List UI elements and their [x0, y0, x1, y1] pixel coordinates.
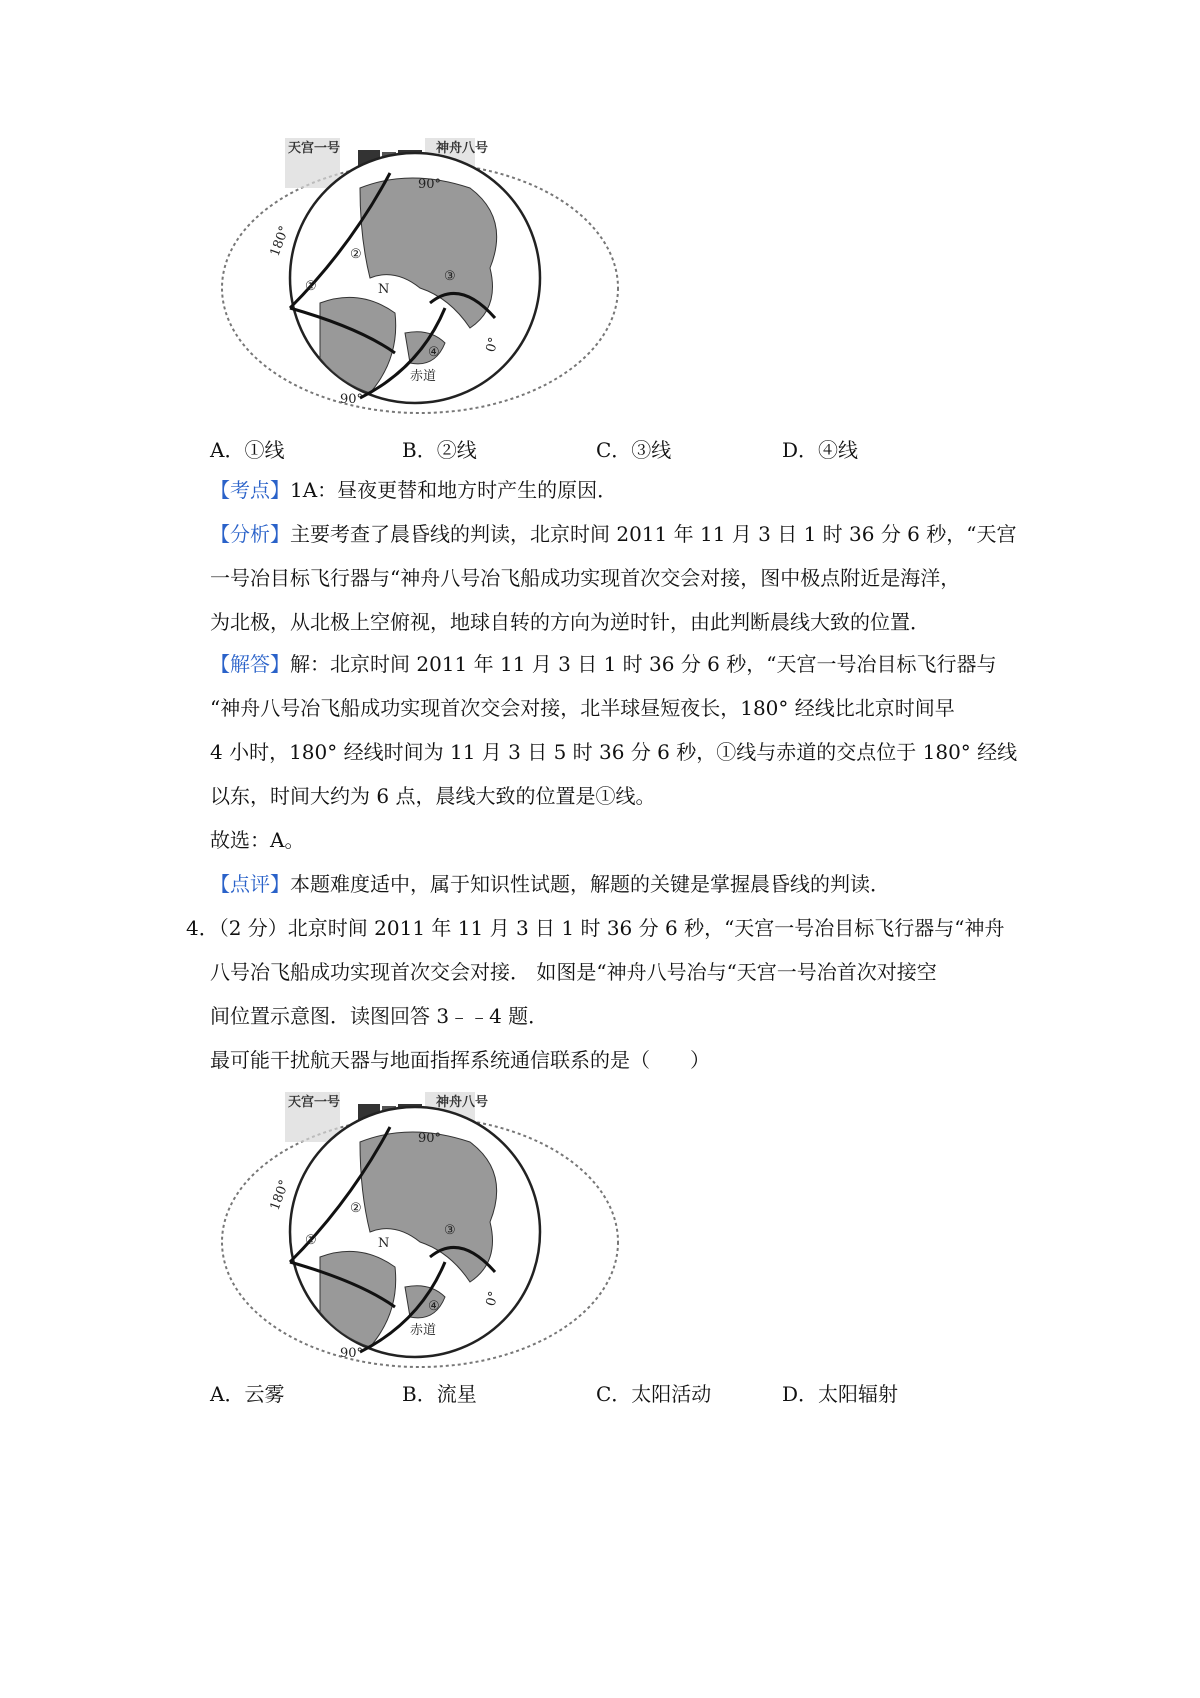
circle-4-b: ④ — [428, 1299, 440, 1314]
q4-question: 最可能干扰航天器与地面指挥系统通信联系的是（ ） — [210, 1048, 710, 1072]
kaodian-tag: 【考点】 — [210, 478, 290, 502]
q4-option-c: C．太阳活动 — [596, 1382, 712, 1406]
dianping-section — [210, 862, 1030, 906]
deg-90-label: 90° — [418, 177, 442, 192]
q4-line-3: 间位置示意图．读图回答 3﹣﹣4 题． — [210, 1004, 549, 1028]
jieda-tag: 【解答】 — [210, 652, 290, 676]
fenxi-tag: 【分析】 — [210, 522, 290, 546]
q4-line-1: 4．（2 分）北京时间 2011 年 11 月 3 日 1 时 36 分 6 秒，“天宫一号冶目标飞行器与“神舟 — [186, 916, 1005, 940]
q3-option-b: B．②线 — [402, 438, 477, 462]
label-shenzhou: 神舟八号 — [436, 141, 489, 156]
q4-line-2: 八号冶飞船成功实现首次交会对接． 如图是“神舟八号冶与“天宫一号冶首次对接空 — [210, 960, 937, 984]
jieda-line-2: “神舟八号冶飞船成功实现首次交会对接，北半球昼短夜长，180° 经线比北京时间早 — [210, 696, 955, 720]
circle-2: ② — [350, 247, 362, 262]
q4-option-d: D．太阳辐射 — [782, 1382, 899, 1406]
equator-label-2: 赤道 — [410, 1323, 437, 1338]
q3-option-c: C．③线 — [596, 438, 672, 462]
north-label: N — [378, 282, 390, 297]
circle-1: ① — [305, 279, 317, 294]
circle-4: ④ — [428, 345, 440, 360]
circle-3: ③ — [444, 269, 456, 284]
label-tiangong: 天宫一号 — [288, 141, 341, 156]
deg-0-label: 0° — [483, 335, 503, 354]
circle-1-b: ① — [305, 1233, 317, 1248]
deg-90b-label-2: 90° — [340, 1346, 364, 1361]
q3-option-d: D．④线 — [782, 438, 859, 462]
q3-options — [210, 434, 1110, 464]
answer-line: 故选：A。 — [210, 828, 305, 852]
kaodian-text: 1A：昼夜更替和地方时产生的原因． — [290, 478, 618, 502]
jieda-line-1: 解：北京时间 2011 年 11 月 3 日 1 时 36 分 6 秒，“天宫一号冶目标飞行器与 — [290, 652, 997, 676]
kaodian-section — [210, 468, 1030, 512]
label-tiangong-2: 天宫一号 — [288, 1095, 341, 1110]
north-label-2: N — [378, 1236, 390, 1251]
dianping-tag: 【点评】 — [210, 872, 290, 896]
q4-options — [210, 1378, 1110, 1408]
circle-3-b: ③ — [444, 1223, 456, 1238]
fenxi-line-3: 为北极，从北极上空俯视，地球自转的方向为逆时针，由此判断晨线大致的位置． — [210, 610, 930, 634]
q4-option-b: B．流星 — [402, 1382, 477, 1406]
deg-180-label-2: 180° — [267, 1177, 293, 1213]
jieda-line-3: 4 小时，180° 经线时间为 11 月 3 日 5 时 36 分 6 秒，①线与赤道的交点位于 180° 经线 — [210, 740, 1018, 764]
orbit-diagram-2 — [210, 1082, 630, 1382]
orbit-figure-1 — [210, 128, 630, 428]
q4-option-a: A．云雾 — [210, 1382, 285, 1406]
deg-90b-label: 90° — [340, 392, 364, 407]
dianping-text: 本题难度适中，属于知识性试题，解题的关键是掌握晨昏线的判读． — [290, 872, 890, 896]
jieda-line-4: 以东，时间大约为 6 点，晨线大致的位置是①线。 — [210, 784, 656, 808]
orbit-diagram — [210, 128, 630, 428]
orbit-figure-2 — [210, 1082, 630, 1382]
jieda-section — [210, 642, 1030, 862]
fenxi-line-2: 一号冶目标飞行器与“神舟八号冶飞船成功实现首次交会对接，图中极点附近是海洋， — [210, 566, 961, 590]
deg-90-label-2: 90° — [418, 1131, 442, 1146]
circle-2-b: ② — [350, 1201, 362, 1216]
fenxi-section — [210, 512, 1030, 644]
fenxi-line-1: 主要考查了晨昏线的判读，北京时间 2011 年 11 月 3 日 1 时 36 分 6 秒，“天宫 — [290, 522, 1017, 546]
equator-label: 赤道 — [410, 369, 437, 384]
q3-option-a: A．①线 — [210, 438, 285, 462]
label-shenzhou-2: 神舟八号 — [436, 1095, 489, 1110]
deg-180-label: 180° — [267, 223, 293, 259]
deg-0-label-2: 0° — [483, 1289, 503, 1308]
